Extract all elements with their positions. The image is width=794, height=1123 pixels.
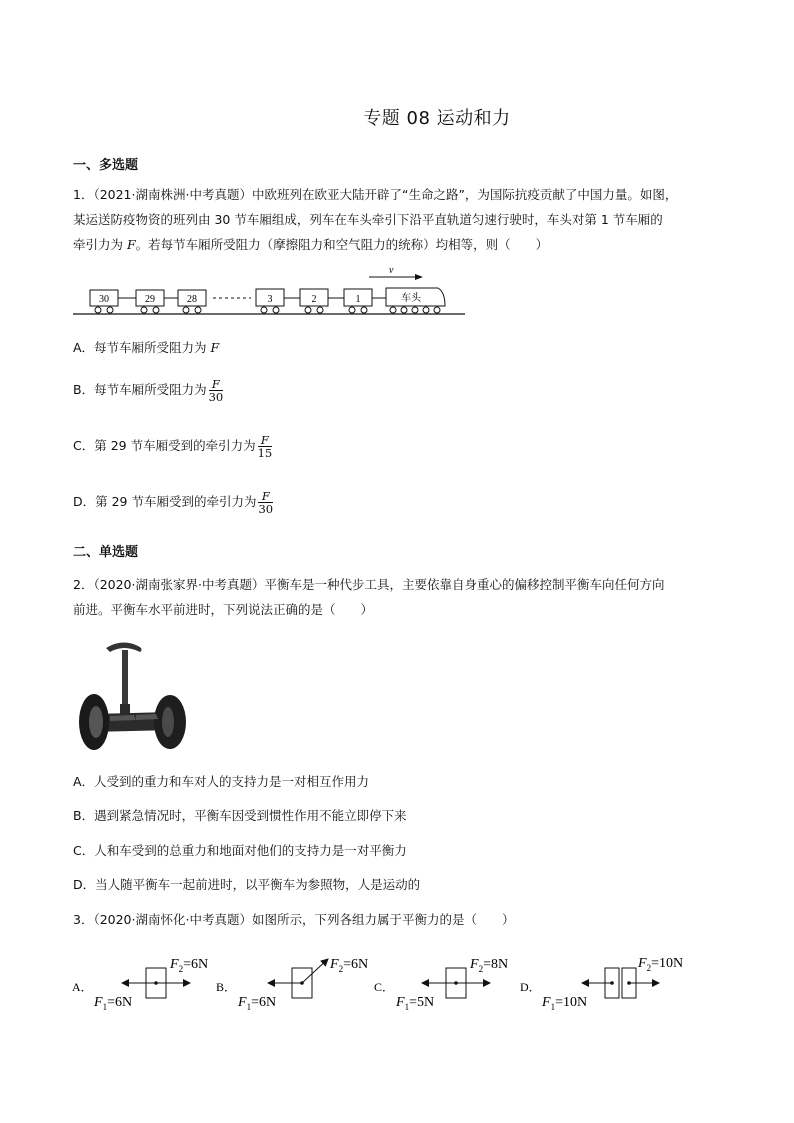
svg-text:1: 1	[355, 294, 361, 305]
svg-text:F1=10N: $F_1=10N$	[542, 995, 588, 1012]
question-2-line-1: 2．（2020·湖南张家界·中考真题）平衡车是一种代步工具，主要依靠自身重心的偏移控制平衡车向任何方向	[73, 577, 665, 592]
svg-text:F2=8N: $F_2=8N$	[470, 957, 509, 974]
question-2	[73, 572, 723, 622]
q2-option-c[interactable]: C．人和车受到的总重力和地面对他们的支持力是一对平衡力	[73, 843, 407, 858]
q2-option-a[interactable]: A．人受到的重力和车对人的支持力是一对相互作用力	[73, 774, 370, 789]
question-1-line-3: 牵引力为 F。若每节车厢所受阻力（摩擦阻力和空气阻力的统称）均相等，则（ ）	[73, 237, 549, 252]
force-diagram-b[interactable]	[216, 957, 368, 1012]
svg-text:C．: C．	[374, 980, 395, 994]
q1-option-d[interactable]: D．第 29 节车厢受到的牵引力为 $\frac{F}{30}$	[73, 489, 274, 516]
q1-option-c[interactable]: C．第 29 节车厢受到的牵引力为 $\frac{F}{15}$	[73, 433, 273, 460]
force-diagram-a[interactable]	[72, 957, 208, 1012]
svg-text:F1=5N: $F_1=5N$	[396, 995, 435, 1012]
velocity-label: v	[389, 265, 394, 276]
svg-text:车头: 车头	[401, 293, 421, 304]
svg-text:28: 28	[187, 294, 197, 305]
question-1	[73, 182, 723, 257]
page-title: 专题 08 运动和力	[363, 108, 511, 129]
question-1-line-2: 某运送防疫物资的班列由 30 节车厢组成，列车在车头牵引下沿平直轨道匀速行驶时，车头对第 1 节车厢的	[73, 212, 663, 227]
svg-text:F1=6N: $F_1=6N$	[238, 995, 277, 1012]
train-car-30	[90, 290, 118, 313]
svg-text:F1=6N: $F_1=6N$	[94, 995, 133, 1012]
svg-text:F2=6N: $F_2=6N$	[330, 957, 369, 974]
question-3: 3．（2020·湖南怀化·中考真题）如图所示，下列各组力属于平衡力的是（ ）	[73, 912, 515, 927]
train-car-1	[344, 289, 372, 313]
svg-text:3: 3	[267, 294, 273, 305]
balance-scooter-image	[74, 636, 192, 754]
force-diagram-d[interactable]	[520, 956, 683, 1012]
svg-text:A．: A．	[72, 980, 93, 994]
svg-text:F2=10N: $F_2=10N$	[638, 956, 684, 973]
section-heading-single-choice: 二、单选题	[73, 545, 139, 560]
force-diagrams	[66, 950, 716, 1014]
svg-text:2: 2	[311, 294, 317, 305]
train-figure	[73, 262, 473, 322]
force-diagram-c[interactable]	[374, 957, 508, 1012]
train-car-28	[178, 290, 206, 313]
q2-option-b[interactable]: B．遇到紧急情况时，平衡车因受到惯性作用不能立即停下来	[73, 808, 407, 823]
svg-text:30: 30	[99, 294, 109, 305]
svg-text:F2=6N: $F_2=6N$	[170, 957, 209, 974]
svg-text:B．: B．	[216, 980, 237, 994]
train-locomotive	[386, 288, 445, 313]
train-car-2	[300, 289, 328, 313]
train-car-3	[256, 289, 284, 313]
question-1-line-1: 1．（2021·湖南株洲·中考真题）中欧班列在欧亚大陆开辟了“生命之路”，为国际抗疫贡献了中国力量。如图，	[73, 187, 678, 202]
question-2-line-2: 前进。平衡车水平前进时，下列说法正确的是（ ）	[73, 602, 374, 617]
q2-option-d[interactable]: D．当人随平衡车一起前进时，以平衡车为参照物，人是运动的	[73, 877, 421, 892]
section-heading-multiple-choice: 一、多选题	[73, 158, 139, 173]
q1-option-a[interactable]: A．每节车厢所受阻力为 F	[73, 340, 220, 355]
q1-option-b[interactable]: B．每节车厢所受阻力为 $\frac{F}{30}$	[73, 377, 224, 404]
svg-text:29: 29	[145, 294, 155, 305]
train-car-29	[136, 290, 164, 313]
svg-text:D．: D．	[520, 980, 541, 994]
